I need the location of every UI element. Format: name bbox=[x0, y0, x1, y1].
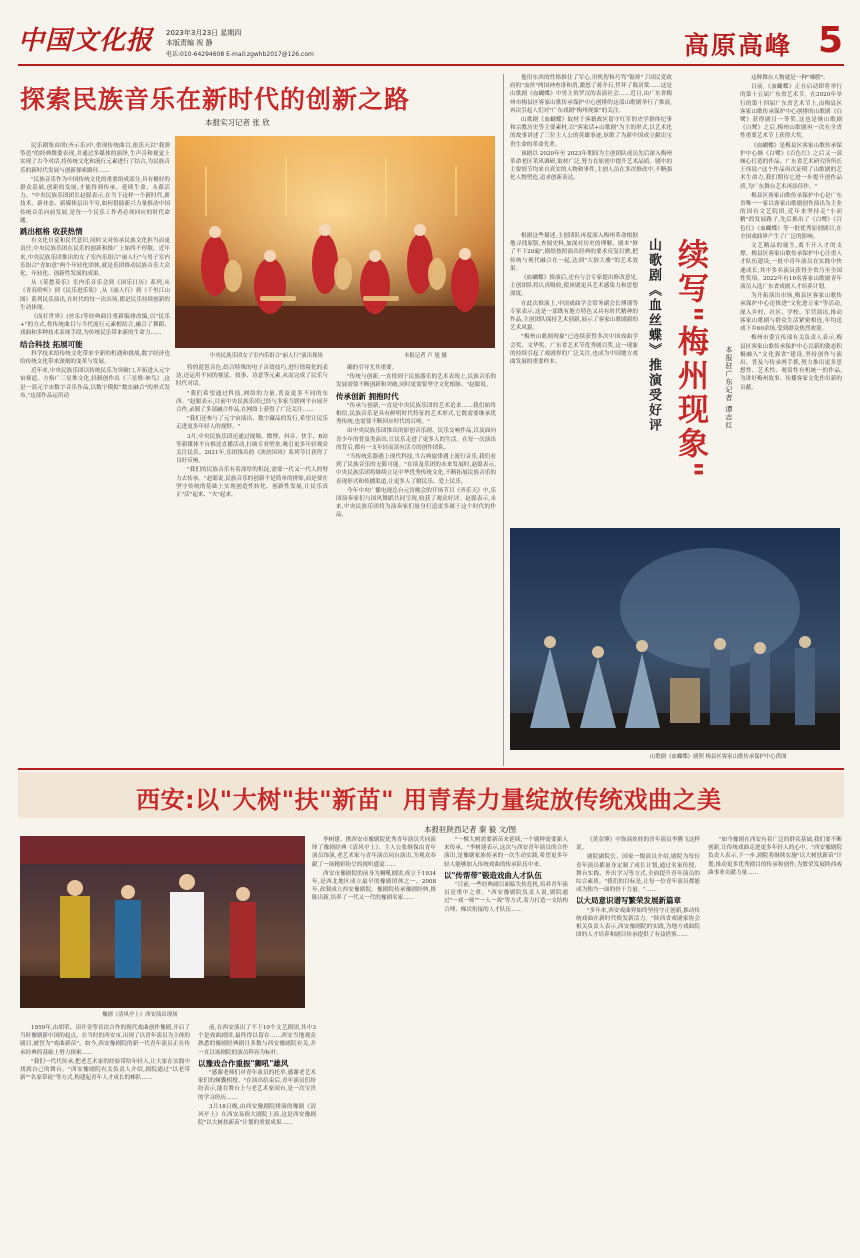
masthead bbox=[18, 16, 844, 68]
newspaper-logo: 中国文化报 bbox=[18, 26, 154, 56]
paragraph: 《黄金锤》中饰演娃娃的青年演员李腾飞这样说。 bbox=[576, 837, 700, 852]
paragraph: 3月18日晚,由西安豫剧院排演的豫剧《清风亭上》在西安易俗大剧院上演,这是西安豫剧院"以大树扶新苗"计划的重要成果…… bbox=[198, 1103, 316, 1127]
concert-stage-image bbox=[175, 136, 495, 348]
article1-photo bbox=[175, 136, 495, 348]
paragraph: 近年来,中央民族乐团以传统民乐为突破口,开拓进入元宇宙赛道。方指广三星堆文化,轻制创作出《三星堆·神鸟》,这是一部元宇宙数字音乐作品,以数字模拟"数实融合"的形式发布,"这部作品运用动 bbox=[20, 368, 170, 399]
article3-byline: 本报驻陕西记者 秦 毅 文/图 bbox=[424, 825, 517, 834]
article1-headline: 探索民族音乐在新时代的创新之路 bbox=[20, 85, 411, 114]
paragraph: 该剧以 2020年至 2023年期间为主创团队成员先后深入梅州革命老区采风调研,取材广泛,努力在原创中提升艺术品质。剧中的主要情节均来自真实的人物和事件,主创人员在多次修改中,不断强化人物塑造,追求创新表达。 bbox=[510, 150, 672, 182]
paragraph: 梅州市委宣传部有关负责人表示,梅县区客家山歌传承保护中心以新的姿态积极融入"文化强省"建设,坚持创作与演出、普及与传承两手抓,努力推出更多思想性、艺术性、观赏性有机统一的作品,为讲好梅州故事、传播客家文化作出新的贡献。 bbox=[740, 335, 842, 391]
paragraph: 《血蝴蝶》是梅县区客家山歌传承保护中心继《白鹭》《百色红》之后又一部倾心打造的作品。广东省艺术研究所所长王伟说:"这个作品再次证明了山歌剧的艺术生命力,我们期待它进一步提升创作品质,为广东舞台艺术再添佳作。" bbox=[740, 142, 842, 190]
article1-byline: 本报实习记者 张 欣 bbox=[205, 118, 270, 127]
section-title: 高原高峰 bbox=[684, 31, 793, 60]
paragraph: 科学技术给传统文化带来全新的机遇和挑战,数字经济也给传统文化带来深刻的变革与发展。 bbox=[20, 350, 170, 366]
paragraph: "当传统乐器遇上现代科技,当古典旋律遇上流行音乐,我们看到了民族音乐的无限可能。"在谈及乐团的未来发展时,赵聪表示,中央民族乐团将继续立足中华优秀传统文化,不断拓展民族音乐的表现形式和传播渠道,让更多人了解民乐、爱上民乐。 bbox=[336, 454, 496, 485]
paragraph: "一棵大树需要新苗来延续,一个剧种需要新人来传承。"李树建表示,这次与西安青年演员的合作演出,是豫剧家族传承的一次生动实践,希望更多年轻人能够加入传统戏曲的传承队伍中来。 bbox=[444, 837, 568, 868]
article3-column-1 bbox=[20, 1024, 190, 1250]
section-rule bbox=[18, 768, 844, 770]
article1-subhead-3: 传承创新 拥抱时代 bbox=[336, 391, 399, 401]
yuju-stage-image bbox=[20, 836, 305, 1008]
paragraph: 为开拓演出市场,梅县区客家山歌传承保护中心还推进"文化进万家"等活动,深入乡村、社区、学校、军营演出,推动客家山歌剧与群众生活紧密相连,年均送戏下乡60余场,受到群众热烈欢迎。 bbox=[740, 293, 842, 333]
article1-column-1 bbox=[20, 142, 170, 762]
editor-line: 本版责编 视 静 bbox=[166, 39, 213, 47]
article1-column-3 bbox=[336, 364, 496, 764]
paragraph: "我们的民族音乐有着深厚的积淀,需要一代又一代人的努力去传承。"赵聪说,民族音乐的创新不是简单的拼贴,而是要在坚守传统的基础上实现创造性转化、创新性发展,让民乐真正"活"起来、"火"起来。 bbox=[176, 467, 328, 499]
article2-photo bbox=[510, 528, 840, 750]
article2-subtitle: 山歌剧《血丝蝶》推演受好评 bbox=[646, 238, 661, 433]
paragraph: 从《莫愁莫乐》室内乐音乐会到《国乐日历》系列,从《青春聆听》到《民乐进乐街》,从《丽人行》到《千里江山图》系列民乐演出,在时代的每一次出场,都是民乐持续创新的生动体现。 bbox=[20, 280, 170, 311]
paragraph: 3月,中央民族乐团还通过视频、微博、抖音、快手、B站等新媒体平台推送直播活动,打破专业壁垒,吸引更多年轻观众关注民乐。2021年,乐团推出的《泱泱国风》系列节目获得了良好反响。 bbox=[176, 433, 328, 465]
paragraph: "我们一代代传承,把老艺术家的经验带给年轻人,让大家在实践中找到自己的舞台。"西安豫剧院有关负责人介绍,剧院通过"以老带新""名家带徒"等方式,构建起青年人才成长的梯队…… bbox=[20, 1058, 190, 1082]
article3-subhead-b: 以"传帮带"锻造戏曲人才队伍 bbox=[444, 870, 542, 880]
article3-column-4 bbox=[444, 836, 568, 1250]
paragraph: "我们还参与了元宇宙演出、数字藏品的发行,希望让民乐走进更多年轻人的视野。" bbox=[176, 416, 328, 431]
article3-column-2 bbox=[198, 1024, 316, 1250]
paragraph: 梅县区客家山歌传承保护中心是广东省唯一一家以客家山歌剧创作演出为主业的国有文艺院团,近年来坚持走"小而精"的发展路子,先后推出了《白鹭》《百色红》《血蝴蝶》等一批优秀原创剧目,在全国戏曲界产生了广泛的影响。 bbox=[740, 192, 842, 240]
paragraph: "传统与创新,一直得到于民族器乐的艺术表现上,民族音乐的发展需要不断创新和突破,同时更需要坚守文化根脉。"赵聪说。 bbox=[336, 374, 496, 389]
paragraph: "梅州山歌剧现象"已连续获得多次中国戏曲学会奖、文华奖、广东省艺术节优秀剧目奖,这一现象的持续引起了戏剧界的广泛关注,也成为中国地方戏曲发展的重要样本。 bbox=[510, 334, 638, 366]
article1-photo-caption: 中央民族乐团女子室内乐组合"丽人行"演出现场 bbox=[210, 353, 323, 359]
contact-line: 电话:010-64294608 E-mail:zgwhb2017@126.com bbox=[166, 51, 314, 58]
article3-subhead-a: 以豫戏合作重振"狮吼"雄风 bbox=[198, 1058, 289, 1068]
paragraph: 1959年,由胡荣、田开金等首次合作的现代戏曲创作豫剧,开启了当时豫剧新中国的起点。在当时的西安市,出现了以青年演员为主体的剧目,被誉为"戏曲新苗"。如今,西安豫剧院的新一代青年演员正在传承经典的基础上努力探索…… bbox=[20, 1025, 190, 1056]
paragraph: "我们希望通过科技,网络的力量,普及更多不同的东西。"赵聪表示,目前中央民族乐团已经与多家互联网平台展开合作,录制了多部融合作品,在网络上获得了广泛关注…… bbox=[176, 390, 328, 414]
article2-column-2 bbox=[510, 232, 638, 524]
article1-photo-credit: 本报记者 卢 旭 摄 bbox=[404, 353, 447, 359]
article1-column-2 bbox=[176, 364, 328, 764]
paragraph: 这种舞台人物就是一种"嗓膛"。 bbox=[751, 75, 829, 81]
article2-column-3 bbox=[740, 74, 842, 524]
paragraph: 西安市豫剧院的前身为狮吼剧团,成立于1934年,是西北地区成立最早的豫剧团体之一。2008年,改制成立西安豫剧院。豫剧院传承豫剧经典,推陈出新,培养了一代又一代的豫剧名家…… bbox=[312, 870, 436, 902]
article2-byline: 本报驻广东记者 谭志红 bbox=[725, 346, 733, 430]
paragraph: "传承与创新,一直是中央民族乐团的艺术追求……我们始终相信,民族音乐是具有鲜明时代特征的艺术形式,它既需要继承优秀传统,也需要不断回应时代的召唤。" bbox=[336, 402, 496, 426]
paragraph: 有文化自觉和民代意识,同时又对传承民族文化担当而更责任,中央民族乐团在民乐的创新和推广上始终不停歇。近年来,中央民族乐团推出的女子室内乐组合"丽人行"与男子室内乐组合"青如意"两个年轻化团体,就是乐团推动民族音乐大众化、年轻化、创新性发展的成果。 bbox=[20, 238, 170, 278]
paragraph: 在此次推演上,中国戏曲学会常务副会长傅谨等专家表示,这是一部既有地方特色又具有时代精神的作品,主创团队保持艺术创新,展示了客家山歌剧新的艺术风貌。 bbox=[510, 300, 638, 332]
column-divider bbox=[503, 74, 504, 766]
article3-headline: 西安:以"大树"扶"新苗" 用青春力量绽放传统戏曲之美 bbox=[136, 786, 722, 814]
opera-stage-image bbox=[510, 528, 840, 750]
paragraph: 确的引导尤其重要。 bbox=[347, 365, 398, 371]
article3-subhead-c: 以大局意识谱写繁荣发展新篇章 bbox=[576, 896, 681, 906]
paragraph: "多年来,西安戏曲界始终坚持守正创新,推动传统戏曲在新时代焕发新活力。"陕西省戏剧家协会相关负责人表示,西安豫剧院的实践,为地方戏曲院团的人才培养和剧目传承提供了有益借鉴…… bbox=[576, 907, 700, 939]
paragraph: 他用东西的性格推住了军心,用机智和巧骂"锯掉"了国民党政府的"血丝"两国神查诽和消,激怒了蒋介石,忏坏了陈济棠……这是山歌剧《血蝴蝶》中男主角罗汉的表演社会……近日,由广东省梅州市梅县区客家山歌传承保护中心创排的这部山歌剧举行了推演,再次引起人们对"广东戏剧"梅州现象"的关注。 bbox=[510, 75, 672, 114]
article1-subhead-2: 结合科技 拓展可能 bbox=[20, 339, 83, 349]
paragraph: 《而打世界》(丝乐)等经典曲目重新编排改编,以"民乐+"的方式,将传统曲目与当代流行元素相结合,融合了舞蹈、戏曲和多种技术表现手段,为传统民乐带来新的生命力…… bbox=[20, 314, 170, 337]
paragraph: 由中央民族乐团推出的原创音乐剧、民乐交响作品,以及面向青少年的普及类演出,让民乐走进了更多人的生活。在每一次演出的背后,都有一支年轻而富有活力的创作团队。 bbox=[336, 428, 496, 451]
masthead-rule bbox=[18, 64, 844, 66]
paragraph: "民族音乐作为中国传统文化的重要组成部分,具有极好的群众基础,创新的发展,才能得到传承、延续生命、永葆活力。"中央民族乐团团长赵聪表示,在当下这样一个新时代,新技术、新业态、新媒体层出不穷,如何借助新兴力量推动中国传统音乐向前发展,是每一个民乐工作者必须回应的时代命题。 bbox=[20, 176, 170, 224]
paragraph: 前,在西安演出了不下10个文艺剧团,其中3个是戏曲剧团,最终得以留存……西安当地观众熟悉的豫剧经典剧目多数与西安豫剧院有关,并一直以该剧院的演员阵容为标杆。 bbox=[198, 1025, 316, 1056]
article2-column-1 bbox=[510, 74, 672, 226]
paragraph: 《血蝴蝶》推演后,还有与会专家提出修改意见,主创团队将认真吸收,使该剧更具艺术感染力和思想深度。 bbox=[510, 275, 638, 298]
paragraph: "如今豫剧在西安有着广泛的群众基础,我们要不断创新,让传统戏曲走进更多年轻人的心中。"西安豫剧院负责人表示,下一步,剧院将继续实施"以大树扶新苗"计划,推动更多优秀剧目的传承和创作,为繁荣发展陕西戏曲事业贡献力量…… bbox=[708, 837, 842, 876]
article2-photo-caption: 山歌剧《血蝴蝶》剧照 梅县区客家山歌传承保护中心供图 bbox=[650, 754, 787, 760]
article3-photo-caption: 豫剧《清风亭上》西安演出现场 bbox=[102, 1012, 178, 1018]
article3-column-5 bbox=[576, 836, 700, 1250]
paragraph: "感谢老师们对青年演员的托举,感谢老艺术家们的倾囊相授。"在演出结束后,青年演员们纷纷表示,能在舞台上与老艺术家同台,是一次宝贵的学习经历…… bbox=[198, 1070, 316, 1101]
page-number: 5 bbox=[818, 20, 844, 61]
paragraph: 民乐剧集由团(齐示乐)中,重现传统曲目,依乐天以"我弹筝琶"的经典舞姿表现,并通过多媒体的演绎,生声音和视觉上实现了古今对话,将传统文化和流行元素进行了结合,为民族音乐的新时代发展与创新探索路径…… bbox=[20, 143, 170, 174]
paragraph: 李树建、携西安市豫剧院优秀青年演员共同演绎了豫剧经典《清风亭上》。主人公张继保由青年演员饰演,老艺术家与青年演员同台演出,为观众奉献了一场精彩纷呈的视听盛宴…… bbox=[312, 837, 436, 868]
paragraph: 文艺精品的诞生,离不开人才的支撑。梅县区客家山歌传承保护中心注重人才队伍建设,一批中青年演员在实践中快速成长,其中多名演员获得全省乃至全国性奖项。2022年有10名客家山歌剧青年演员入选广东省戏剧人才培养计划。 bbox=[740, 243, 842, 291]
article1-subhead-1: 跳出框格 收获热情 bbox=[20, 227, 83, 237]
paragraph: 特的琵琶音色,结合特殊的电子音效技巧,进行情境化的表达,还运用不同的视觉、叙事、诗意等元素,从而完成了民乐与时代对话。 bbox=[176, 365, 328, 388]
article3-column-3 bbox=[312, 836, 436, 1250]
paragraph: 山歌剧《血蝴蝶》取材于客籍政区留守红军的史学群体纪事和宗教历史等主要素材,以"客家话+山歌剧"为主的形式,以艺术化的故事讲述了三位主人公的英雄事迹,讴歌了为新中国成立献出宝贵生命的革命先辈。 bbox=[510, 117, 672, 148]
date-line: 2023年3月23日 星期四 bbox=[166, 29, 242, 37]
article3-column-6 bbox=[708, 836, 842, 1250]
article2-headline: 续写"梅州现象" bbox=[672, 238, 708, 481]
paragraph: 目前,《血蝴蝶》正在启动即将举行的第十五届广东省艺术节。在2020年举行的第十四届广东省艺术节上,由梅县区客家山歌传承保护中心创排的山歌剧《白鹭》获得剧目一等奖,这也是继山歌剧《白鹭》之后,梅州山歌剧再一次在全省性重要艺术节上获得大奖。 bbox=[740, 84, 842, 140]
paragraph: "目前,一些经典剧目面临失传危机,培养青年演员是重中之重。"西安豫剧院负责人说,剧院通过"一戏一师""一人一戏"等方式,着力打造一支结构合理、梯次衔接的人才队伍…… bbox=[444, 882, 568, 913]
paragraph: 今年中央广播电视总台元宵晚会的开场节目《齐乐天》中,乐团演奏家们与国风舞蹈共同呈现,收获了观众好评。赵聪表示,未来,中央民族乐团将为演奏家们量身打造更多属于这个时代的作品, bbox=[336, 487, 496, 519]
paragraph: 剧院副院长、国家一级演员介绍,剧院为每位青年演员都量身定制了成长计划,通过名家传授、舞台实践、外出学习等方式,全面提升青年演员的综合素质。"我们的目标是,让每一位青年演员都能成为独当一面的骨干力量。"…… bbox=[576, 854, 700, 894]
paragraph: 根据这些描述,主创团队再度深入梅州革命根据地寻找原版,查阅史料,加深对历史的理解。剧本"修了不下20遍",剧组按照演出经典的要求反复打磨,把传统与现代融合在一起,达到"大俗大雅"的艺术效果。 bbox=[510, 233, 638, 272]
article3-photo bbox=[20, 836, 305, 1008]
